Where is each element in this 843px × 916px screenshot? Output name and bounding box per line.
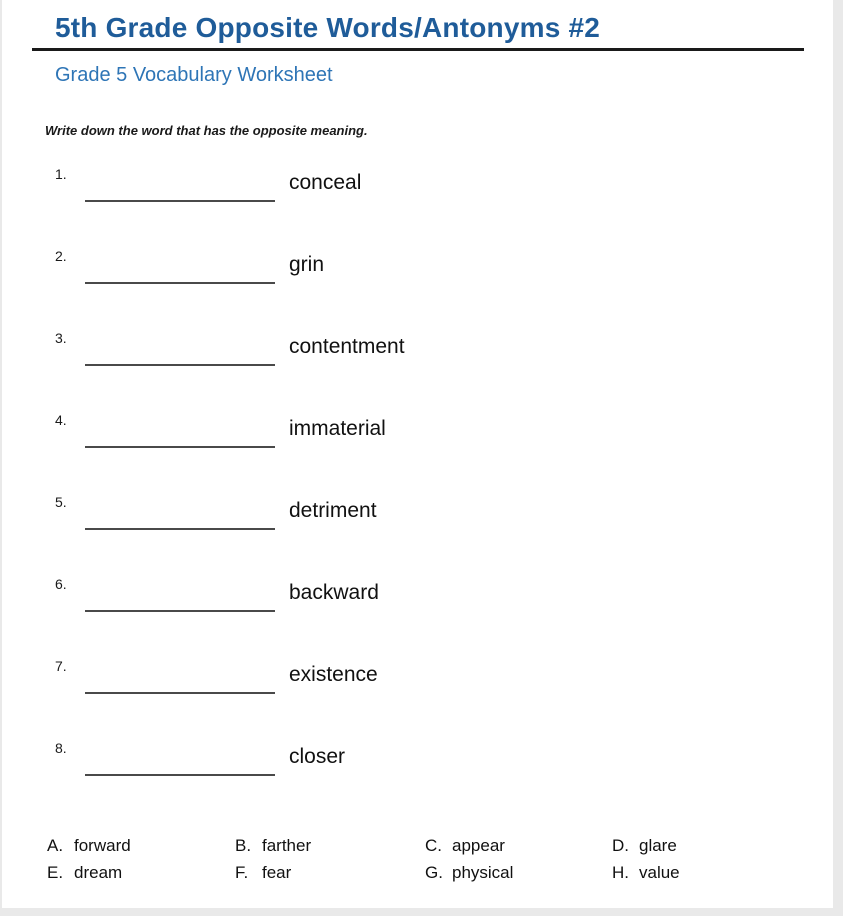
question-number: 1. — [55, 166, 67, 183]
title-divider — [32, 48, 804, 51]
answer-letter: E. — [47, 863, 64, 883]
question-number: 3. — [55, 330, 67, 347]
answer-letter: C. — [425, 836, 442, 856]
answer-blank-line — [85, 654, 275, 694]
question-number: 4. — [55, 412, 67, 429]
question-word: grin — [289, 253, 325, 277]
question-word: closer — [289, 745, 346, 769]
question-word: conceal — [289, 171, 362, 195]
answer-item — [47, 836, 235, 856]
question-word: detriment — [289, 499, 377, 523]
answer-blank-line — [85, 326, 275, 366]
answer-word: physical — [452, 863, 514, 883]
question-row — [55, 326, 833, 408]
answer-letter: F. — [235, 863, 249, 883]
instructions-text: Write down the word that has the opposite meaning. — [45, 123, 368, 139]
answer-word: dream — [74, 863, 123, 883]
question-number: 2. — [55, 248, 67, 265]
question-number: 5. — [55, 494, 67, 511]
answer-blank-line — [85, 162, 275, 202]
answer-letter: A. — [47, 836, 64, 856]
question-row — [55, 736, 833, 818]
answer-blank-line — [85, 490, 275, 530]
page-subtitle: Grade 5 Vocabulary Worksheet — [55, 64, 333, 87]
question-row — [55, 654, 833, 736]
question-word: backward — [289, 581, 379, 605]
answer-item — [612, 863, 802, 883]
answer-bank — [47, 836, 833, 883]
worksheet-page — [2, 0, 833, 908]
answer-blank-line — [85, 244, 275, 284]
page-title: 5th Grade Opposite Words/Antonyms #2 — [55, 12, 600, 43]
answer-item — [425, 836, 612, 856]
answer-letter: B. — [235, 836, 252, 856]
answer-word: appear — [452, 836, 505, 856]
answer-letter: G. — [425, 863, 443, 883]
answer-letter: H. — [612, 863, 629, 883]
answer-blank-line — [85, 572, 275, 612]
answer-word: fear — [262, 863, 292, 883]
answer-word: value — [639, 863, 680, 883]
question-list — [55, 162, 833, 818]
question-row — [55, 162, 833, 244]
answer-word: farther — [262, 836, 312, 856]
question-row — [55, 490, 833, 572]
answer-word: forward — [74, 836, 131, 856]
answer-item — [612, 836, 802, 856]
answer-item — [425, 863, 612, 883]
question-word: existence — [289, 663, 378, 687]
question-number: 6. — [55, 576, 67, 593]
question-row — [55, 408, 833, 490]
answer-blank-line — [85, 736, 275, 776]
question-word: contentment — [289, 335, 405, 359]
question-number: 8. — [55, 740, 67, 757]
question-row — [55, 244, 833, 326]
answer-blank-line — [85, 408, 275, 448]
question-word: immaterial — [289, 417, 386, 441]
question-row — [55, 572, 833, 654]
answer-item — [47, 863, 235, 883]
question-number: 7. — [55, 658, 67, 675]
answer-word: glare — [639, 836, 677, 856]
answer-item — [235, 836, 425, 856]
answer-letter: D. — [612, 836, 629, 856]
answer-item — [235, 863, 425, 883]
